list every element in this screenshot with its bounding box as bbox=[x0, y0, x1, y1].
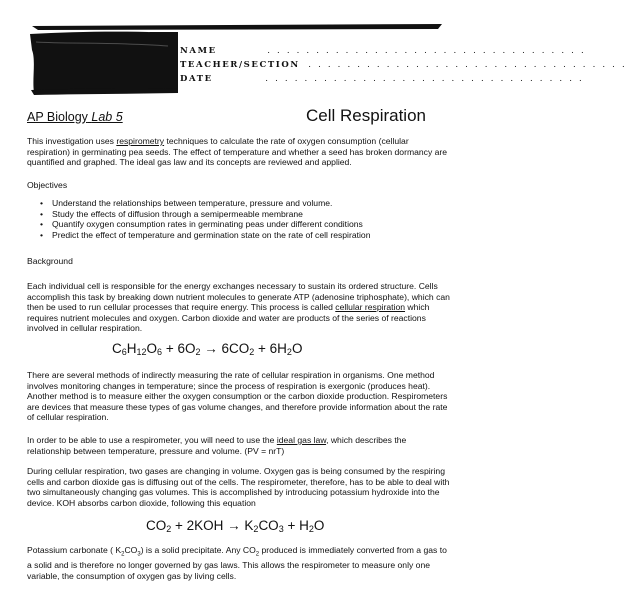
page-title: Cell Respiration bbox=[306, 106, 426, 125]
background-heading: Background bbox=[27, 256, 73, 266]
banner-brush-graphic bbox=[28, 20, 448, 96]
ideal-gas-law-term: ideal gas law bbox=[276, 435, 327, 445]
background-paragraph-5: Potassium carbonate ( $K_2CO_3$) is a solid precipitate. Any $CO_2$ produced is immediately converted from a gas to a solid and is therefore no longer governed by gas laws. This allows the respirometer to measure only one variable, the consumption of oxygen gas by living cells. bbox=[27, 545, 447, 581]
teacher-section-blank: . . . . . . . . . . . . . . . . . . . . . . . . . . . . . . . . . bbox=[308, 60, 627, 70]
objectives-list bbox=[40, 198, 370, 240]
date-field[interactable] bbox=[180, 74, 584, 84]
teacher-section-label: TEACHER/SECTION bbox=[180, 60, 300, 70]
date-label: DATE bbox=[180, 74, 213, 84]
list-item: • Predict the effect of temperature and germination state on the rate of cell respiration bbox=[40, 230, 370, 241]
name-field[interactable] bbox=[180, 46, 586, 56]
list-item: • Quantify oxygen consumption rates in germinating peas under different conditions bbox=[40, 219, 370, 230]
background-paragraph-2: There are several methods of indirectly measuring the rate of cellular respiration in organisms. One method involves monitoring changes in temperature; since the process of respiration is exergonic (produces heat). Another method is to measure either the oxygen consumption or the carbon dioxide production. Respirometers are devices that measure these types of gas volume changes, and therefore provide information about the rate of cellular respiration. bbox=[27, 370, 448, 423]
respiration-equation: $C_6H_{12}O_6 + 6O_2 \to 6CO_2 + 6H_2O$ bbox=[112, 341, 303, 357]
background-paragraph-4: During cellular respiration, two gases are changing in volume. Oxygen gas is being consumed by the respiring cells and carbon dioxide gas is diffusing out of the cells. The respirometer, therefore, has to be able to deal with two simultaneously changing gas volumes. This is accomplished by introducing potassium hydroxide into the device. KOH absorbs carbon dioxide, following this equation bbox=[27, 466, 450, 508]
background-paragraph-3: In order to be able to use a respirometer, you will need to use the ideal gas law, which describes the relationship between temperature, pressure and volume. (PV = nrT) bbox=[27, 435, 407, 456]
objectives-heading: Objectives bbox=[27, 180, 68, 190]
cellular-respiration-term: cellular respiration bbox=[335, 302, 406, 313]
respirometry-term: respirometry bbox=[116, 136, 165, 146]
name-label: NAME bbox=[180, 46, 217, 56]
header-banner bbox=[28, 20, 627, 96]
course-title bbox=[27, 110, 123, 124]
name-blank: . . . . . . . . . . . . . . . . . . . . . . . . . . . . . . . . . bbox=[267, 46, 586, 56]
koh-equation: $CO_2 + 2KOH \to K_2CO_3 + H_2O$ bbox=[146, 518, 325, 534]
date-blank: . . . . . . . . . . . . . . . . . . . . . . . . . . . . . . . . . bbox=[265, 74, 584, 84]
list-item: • Understand the relationships between temperature, pressure and volume. bbox=[40, 198, 370, 209]
course-name: AP Biology bbox=[27, 110, 88, 124]
teacher-section-field[interactable] bbox=[180, 60, 627, 70]
background-paragraph-1: Each individual cell is responsible for the energy exchanges necessary to sustain its ordered structure. Cells accomplish this task by breaking down nutrient molecules to generate ATP (adenosine triphosphate), which can then be used to run cellular processes that require energy. This process is called cellular respiration which requires nutrient molecules and oxygen. Carbon dioxide and water are products of the series of reactions involved in cellular respiration. bbox=[27, 281, 450, 334]
intro-paragraph: This investigation uses respirometry techniques to calculate the rate of oxygen consumption (cellular respiration) in germinating pea seeds. The effect of temperature and whether a seed has broken dormancy are quantified and graphed. The ideal gas law and its concepts are reviewed and applied. bbox=[27, 136, 448, 168]
list-item: • Study the effects of diffusion through a semipermeable membrane bbox=[40, 209, 370, 220]
lab-number: Lab 5 bbox=[91, 110, 123, 124]
